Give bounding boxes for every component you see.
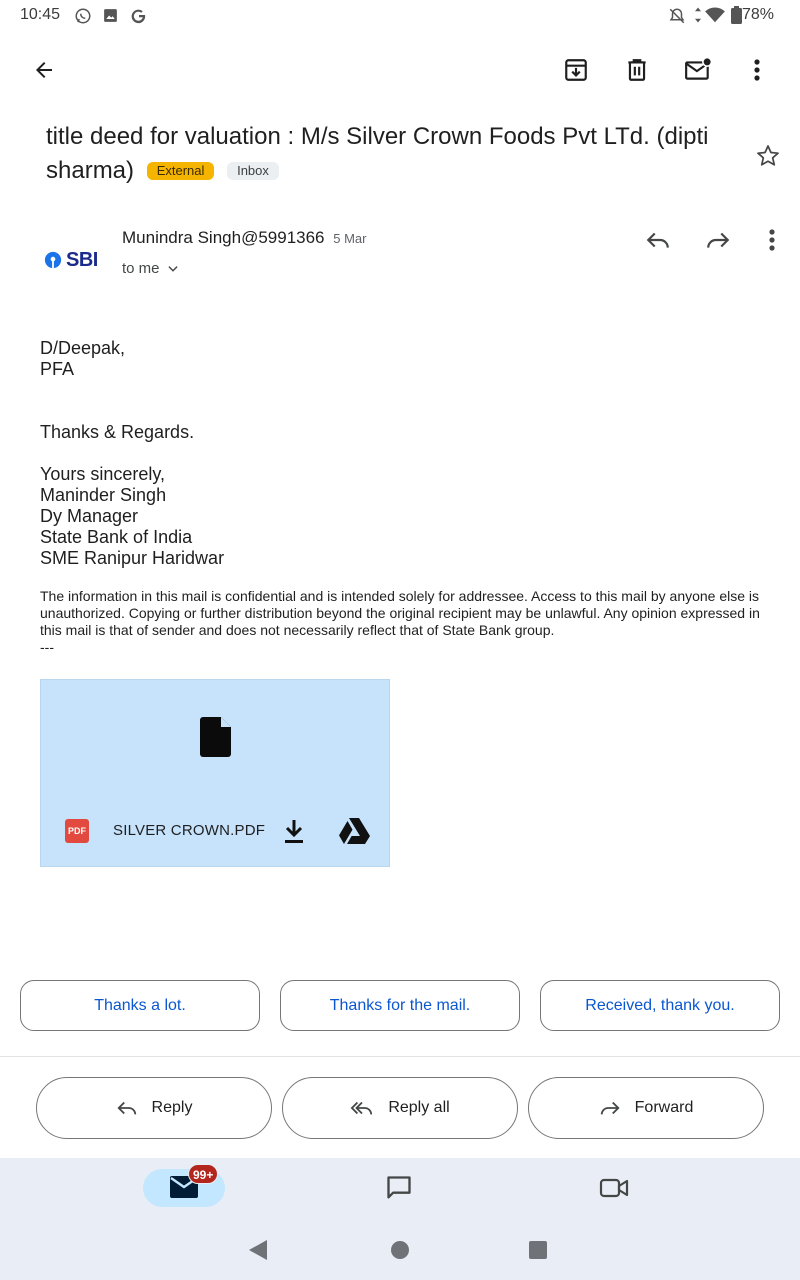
- star-icon: [755, 143, 781, 169]
- inbox-label[interactable]: Inbox: [227, 162, 279, 180]
- trash-icon: [624, 57, 650, 83]
- body-blank-line: [40, 380, 760, 401]
- attachment-filename: SILVER CROWN.PDF: [113, 822, 266, 839]
- divider: [0, 1056, 800, 1057]
- body-line: PFA: [40, 359, 75, 379]
- circle-home-icon: [390, 1240, 410, 1260]
- reply-icon-button[interactable]: [642, 224, 674, 256]
- forward-icon: [705, 227, 731, 253]
- reply-all-icon: [350, 1097, 374, 1119]
- download-button[interactable]: [279, 816, 309, 846]
- google-icon: [130, 6, 148, 24]
- forward-icon-button[interactable]: [702, 224, 734, 256]
- whatsapp-icon: [74, 7, 92, 25]
- nav-meet-tab[interactable]: [594, 1170, 634, 1206]
- reply-all-label: Reply all: [388, 1099, 450, 1116]
- body-line: Yours sincerely,: [40, 464, 166, 484]
- forward-button[interactable]: [528, 1077, 764, 1139]
- reply-icon: [116, 1097, 138, 1119]
- pdf-type-label: PDF: [68, 826, 86, 836]
- file-icon: [200, 717, 232, 757]
- sender-line[interactable]: [122, 228, 366, 248]
- reply-all-button[interactable]: [282, 1077, 518, 1139]
- delete-button[interactable]: [621, 54, 653, 86]
- system-back-button[interactable]: [244, 1236, 272, 1264]
- external-label: External: [147, 162, 215, 180]
- body-line: Maninder Singh: [40, 485, 167, 505]
- more-vert-icon: [753, 58, 761, 82]
- smart-reply-chip[interactable]: Thanks a lot.: [20, 980, 260, 1031]
- status-time: 10:45: [20, 6, 61, 23]
- body-line: D/Deepak,: [40, 338, 126, 358]
- more-vert-icon: [768, 228, 776, 252]
- smart-reply-chip[interactable]: Received, thank you.: [540, 980, 780, 1031]
- status-bar: [0, 0, 800, 32]
- sender-avatar[interactable]: [44, 246, 104, 274]
- square-recents-icon: [528, 1240, 548, 1260]
- sbi-logo-text: SBI: [66, 248, 98, 271]
- message-more-button[interactable]: [756, 224, 788, 256]
- battery-level: 78%: [741, 6, 774, 23]
- disclaimer: [40, 588, 760, 656]
- body-line: SME Ranipur Haridwar: [40, 548, 225, 568]
- chevron-down-icon: [166, 262, 180, 276]
- body-line: Dy Manager: [40, 506, 139, 526]
- smart-reply-chip[interactable]: Thanks for the mail.: [280, 980, 520, 1031]
- system-recents-button[interactable]: [524, 1236, 552, 1264]
- more-options-button[interactable]: [741, 54, 773, 86]
- unread-count-badge: 99+: [188, 1164, 218, 1184]
- reply-button[interactable]: [36, 1077, 272, 1139]
- body-line: Thanks & Regards.: [40, 422, 195, 442]
- star-button[interactable]: [752, 140, 784, 172]
- archive-icon: [563, 57, 589, 83]
- sbi-logo-icon: [44, 251, 62, 269]
- photo-icon: [102, 7, 119, 24]
- battery-icon: [731, 6, 742, 24]
- chat-icon: [385, 1174, 413, 1202]
- disclaimer-text: The information in this mail is confidential and is intended solely for addressee. Access to this mail by anyone else is unauthorized. Copying or further distribution beyond the original recipient may be unlawful. Any opinion expressed in this mail is that of sender and does not necessarily reflect that of State Bank group.: [40, 588, 760, 638]
- triangle-back-icon: [247, 1238, 269, 1262]
- notifications-off-icon: [668, 7, 686, 25]
- reply-icon: [645, 227, 671, 253]
- email-body: [40, 338, 760, 569]
- forward-label: Forward: [634, 1099, 694, 1116]
- arrow-left-icon: [32, 58, 56, 82]
- drive-icon: [338, 817, 370, 845]
- archive-button[interactable]: [560, 54, 592, 86]
- subject-text: title deed for valuation : M/s Silver Crown Foods Pvt LTd. (dipti sharma): [46, 123, 709, 184]
- video-camera-icon: [599, 1176, 629, 1200]
- back-button[interactable]: [28, 54, 60, 86]
- attachment-card[interactable]: [40, 679, 390, 867]
- forward-icon: [599, 1097, 621, 1119]
- pdf-icon: [65, 819, 89, 843]
- nav-chat-tab[interactable]: [380, 1170, 418, 1206]
- sender-name: Munindra Singh@5991366: [122, 228, 325, 247]
- body-blank-line: [40, 401, 760, 422]
- recipient-details[interactable]: [122, 260, 180, 277]
- email-subject: [46, 120, 736, 188]
- recipient-text: to me: [122, 260, 160, 277]
- save-to-drive-button[interactable]: [336, 814, 372, 848]
- download-icon: [283, 818, 305, 844]
- signature-separator: ---: [40, 639, 54, 655]
- body-blank-line: [40, 443, 760, 464]
- wifi-icon: [704, 6, 726, 24]
- email-date: 5 Mar: [333, 231, 367, 246]
- mark-unread-button[interactable]: [682, 54, 714, 86]
- data-arrows-icon: [692, 6, 704, 24]
- mail-unread-icon: [684, 57, 712, 83]
- reply-label: Reply: [151, 1099, 193, 1116]
- system-home-button[interactable]: [386, 1236, 414, 1264]
- body-line: State Bank of India: [40, 527, 193, 547]
